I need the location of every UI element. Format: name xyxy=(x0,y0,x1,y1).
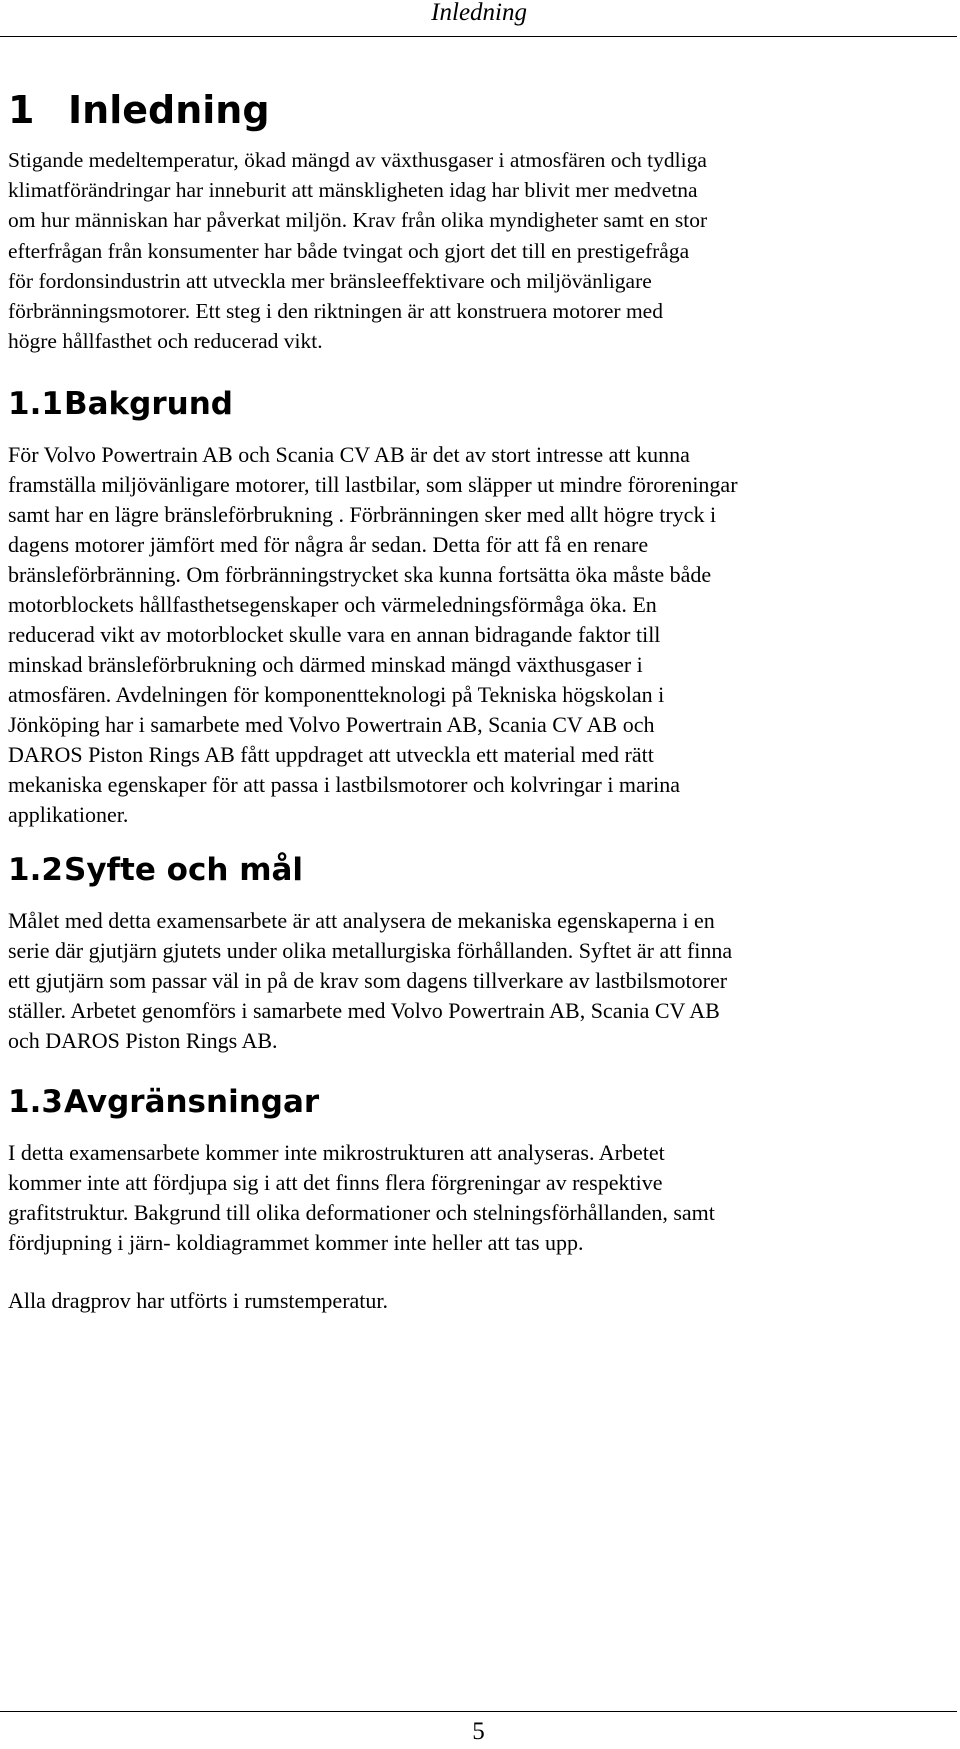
avgransningar-paragraph: I detta examensarbete kommer inte mikrostrukturen att analyseras. Arbetet kommer inte att fördjupa sig i att det finns flera förgreningar av respektive grafitstruktur. Bakgrund till olika deformationer och stelningsförhållanden, samt fördjupning i järn- koldiagrammet kommer inte heller att tas upp. xyxy=(8,1140,715,1255)
chapter-heading xyxy=(8,88,270,132)
syfte-och-mal-paragraph: Målet med detta examensarbete är att analysera de mekaniska egenskaperna i en serie där gjutjärn gjutets under olika metallurgiska förhållanden. Syftet är att finna ett gjutjärn som passar väl in på de krav som dagens tillverkare av lastbilsmotorer ställer. Arbetet genomförs i samarbete med Volvo Powertrain AB, Scania CV AB och DAROS Piston Rings AB. xyxy=(8,908,733,1053)
chapter-intro-paragraph: Stigande medeltemperatur, ökad mängd av växthusgaser i atmosfären och tydliga klimatförändringar har inneburit att mänskligheten idag har blivit mer medvetna om hur människan har påverkat miljön. Krav från olika myndigheter samt en stor efterfrågan från konsumenter har både tvingat och gjort det till en prestigefråga för fordonsindustrin att utveckla mer bränsleeffektivare och miljövänligare förbränningsmotorer. Ett steg i den riktningen är att konstruera motorer med högre hållfasthet och reducerad vikt. xyxy=(8,148,708,354)
section-heading-avgransningar xyxy=(8,1084,319,1120)
section-number: 1.2 xyxy=(8,852,63,888)
section-title: Syfte och mål xyxy=(64,852,304,888)
chapter-title: Inledning xyxy=(68,88,270,132)
avgransningar-note-paragraph: Alla dragprov har utförts i rumstemperatur. xyxy=(8,1288,389,1313)
section-heading-bakgrund xyxy=(8,386,233,422)
section-title: Bakgrund xyxy=(64,386,233,422)
section-title: Avgränsningar xyxy=(64,1084,320,1120)
footer-rule xyxy=(0,1711,957,1712)
section-number: 1.3 xyxy=(8,1084,63,1120)
page-number: 5 xyxy=(472,1718,485,1745)
bakgrund-paragraph: För Volvo Powertrain AB och Scania CV AB är det av stort intresse att kunna framställa miljövänligare motorer, till lastbilar, som släpper ut mindre föroreningar samt har en lägre bränsleförbrukning . Förbränningen sker med allt högre tryck i dagens motorer jämfört med för några år sedan. Detta för att få en renare bränsleförbränning. Om förbränningstrycket ska kunna fortsätta öka måste både motorblockets hållfasthetsegenskaper och värmeledningsförmåga öka. En reducerad vikt av motorblocket skulle vara en annan bidragande faktor till minskad bränsleförbrukning och därmed minskad mängd växthusgaser i atmosfären. Avdelningen för komponentteknologi på Tekniska högskolan i Jönköping har i samarbete med Volvo Powertrain AB, Scania CV AB och DAROS Piston Rings AB fått uppdraget att utveckla ett material med rätt mekaniska egenskaper för att passa i lastbilsmotorer och kolvringar i marina applikationer. xyxy=(8,442,738,827)
running-header-title: Inledning xyxy=(431,0,527,26)
section-number: 1.1 xyxy=(8,386,63,422)
chapter-number: 1 xyxy=(8,88,35,132)
running-header xyxy=(0,0,957,37)
section-heading-syfte-och-mal xyxy=(8,852,303,888)
